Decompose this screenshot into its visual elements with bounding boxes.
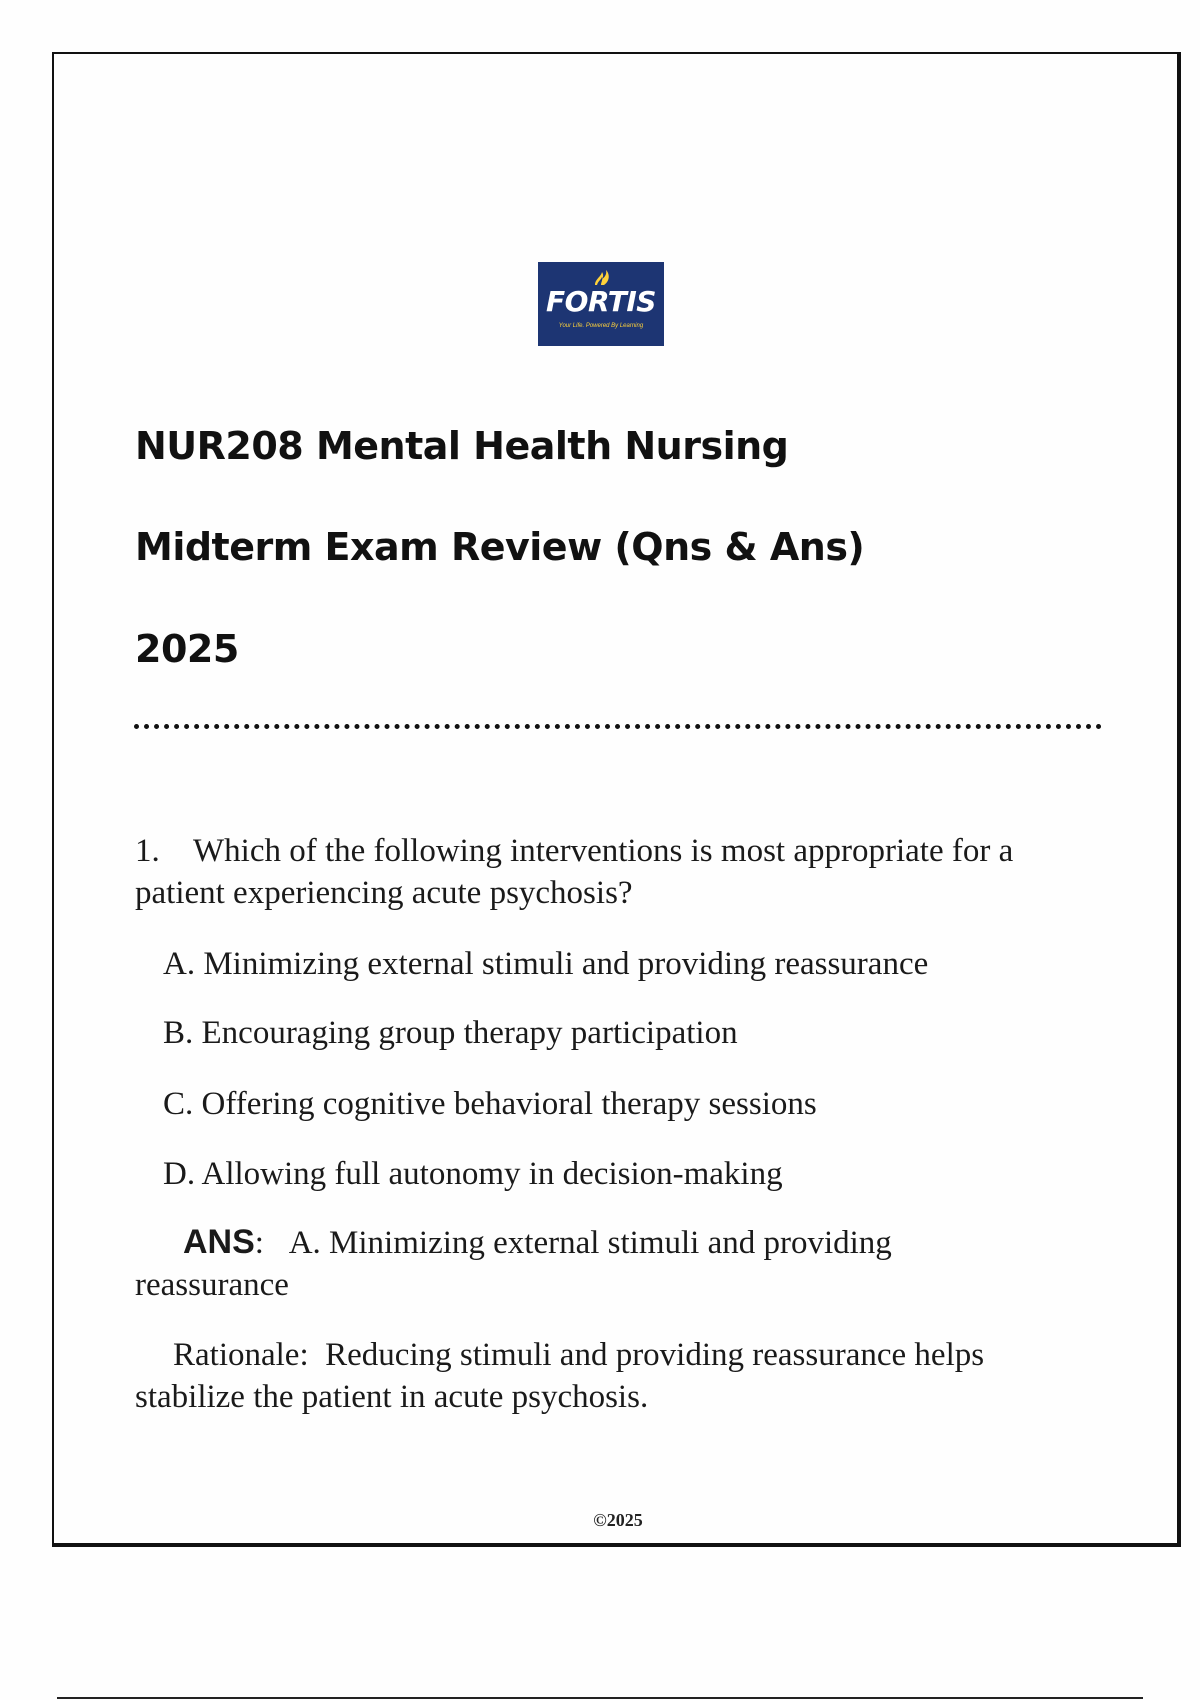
answer-separator: : <box>254 1225 264 1261</box>
copyright-footer: ©2025 <box>593 1510 643 1530</box>
option-b: B. Encouraging group therapy participation <box>163 1015 738 1051</box>
option-c: C. Offering cognitive behavioral therapy sessions <box>163 1086 817 1122</box>
question-text: Which of the following interventions is most appropriate for a patient experiencing acute psychosis? <box>135 833 1014 911</box>
flame-icon <box>591 268 611 286</box>
option-a: A. Minimizing external stimuli and providing reassurance <box>163 946 929 982</box>
answer-text: A. Minimizing external stimuli and providing reassurance <box>135 1225 892 1303</box>
rationale-label: Rationale: <box>173 1337 309 1373</box>
rationale-block <box>135 1334 1095 1418</box>
answer-block <box>135 1221 1035 1306</box>
option-d: D. Allowing full autonomy in decision-making <box>163 1156 783 1192</box>
dotted-divider <box>134 724 1102 729</box>
document-subtitle: Midterm Exam Review (Qns & Ans) <box>135 525 865 569</box>
question-1 <box>135 830 1105 914</box>
page-bottom-rule <box>57 1697 1143 1699</box>
logo-tagline: Your Life. Powered By Learning <box>558 323 644 329</box>
document-year: 2025 <box>135 627 239 671</box>
document-title: NUR208 Mental Health Nursing <box>135 424 789 468</box>
rationale-text: Reducing stimuli and providing reassurance helps stabilize the patient in acute psychosis. <box>135 1337 985 1415</box>
answer-label: ANS <box>183 1223 255 1261</box>
question-number: 1. <box>135 833 160 869</box>
fortis-logo <box>538 262 664 346</box>
logo-wordmark: FORTIS <box>546 285 656 318</box>
